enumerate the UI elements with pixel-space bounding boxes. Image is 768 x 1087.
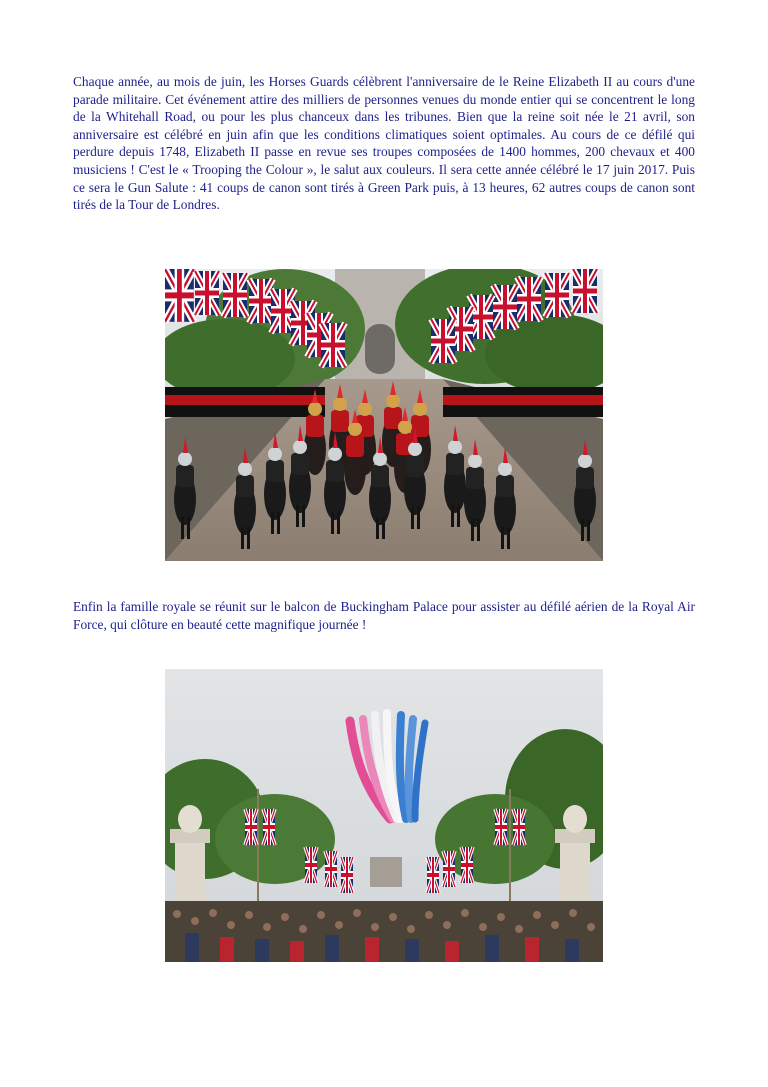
closing-paragraph: Enfin la famille royale se réunit sur le balcon de Buckingham Palace pour assister au défilé aérien de la Royal Air Force, qui clôture en beauté cette magnifique journée ! <box>73 599 695 632</box>
red-arrows-flypast-photo <box>165 669 603 962</box>
horse-guards-parade-photo <box>165 269 603 561</box>
intro-paragraph: Chaque année, au mois de juin, les Horses Guards célèbrent l'anniversaire de le Reine Elizabeth II au cours d'une parade militaire. Cet événement attire des milliers de personnes venues du monde entier qui se concentrent le long de la Whitehall Road, ou pour les plus chanceux dans les tribunes. Bien que la reine soit née le 21 avril, son anniversaire est célébré en juin afin que les conditions climatiques soient optimales. Au cours de ce défilé qui perdure depuis 1748, Elizabeth II passe en revue ses troupes composées de 1400 hommes, 200 chevaux et 400 musiciens ! C'est le « Trooping the Colour », le salut aux couleurs. Il sera cette année célébré le 17 juin 2017. Puis ce sera le Gun Salute : 41 coups de canon sont tirés à Green Park puis, à 13 heures, 62 autres coups de canon sont tirés de la Tour de Londres. <box>73 74 695 213</box>
